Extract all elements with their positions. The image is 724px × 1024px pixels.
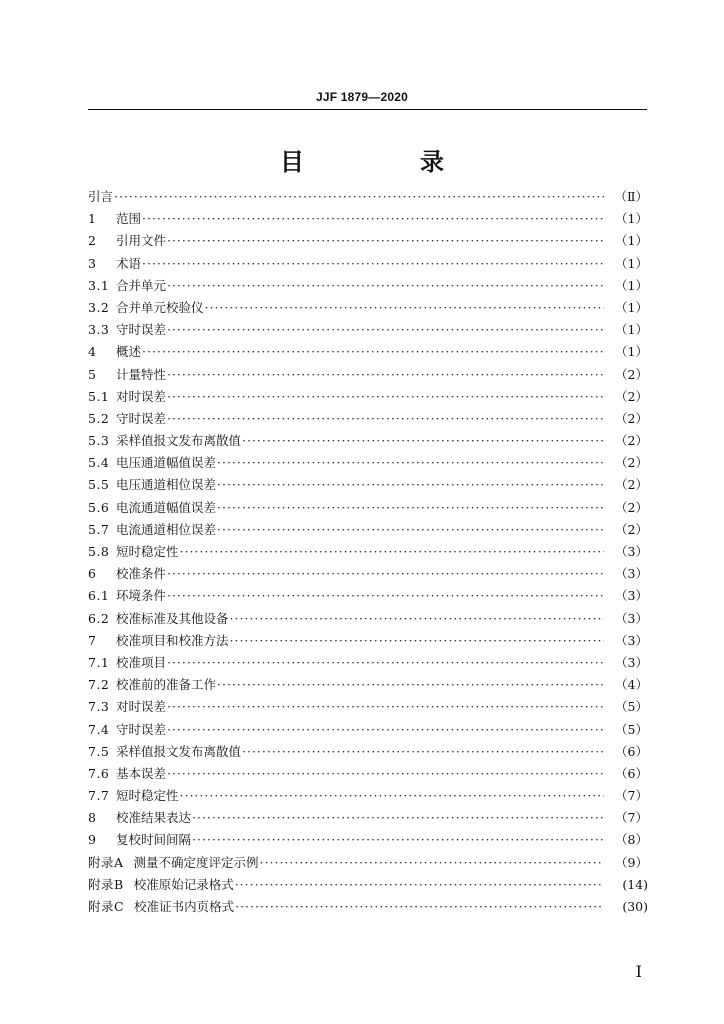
toc-entry-page: （6） [615,765,648,781]
toc-entry-number: 7.5 [88,743,110,759]
toc-entry[interactable] [88,452,648,474]
toc-entry[interactable] [88,785,648,807]
toc-entry[interactable] [88,719,648,741]
toc-entry[interactable] [88,852,648,874]
toc-entry-number: 3.3 [88,322,110,338]
toc-entry[interactable] [88,829,648,851]
toc-entry-title: 引言 [88,189,114,204]
toc-dot-leader [167,585,604,607]
toc-entry-title: 校准标准及其他设备 [116,610,229,626]
toc-entry-number: 附录C [88,899,125,914]
toc-entry-page: （3） [615,610,648,626]
toc-entry-number: 5.1 [88,388,110,404]
toc-dot-leader [142,253,604,275]
toc-dot-leader [217,674,604,696]
toc-entry[interactable] [88,652,648,674]
toc-entry-number: 7.4 [88,721,110,737]
toc-entry-page: （3） [615,544,648,559]
toc-entry-page: （5） [615,721,648,737]
toc-entry-page: （2） [615,388,648,404]
toc-entry-number: 5 [88,366,97,382]
toc-entry-page: （3） [615,632,648,648]
toc-entry[interactable] [88,319,648,341]
toc-entry-number: 7.2 [88,677,110,693]
toc-entry-page: （1） [615,277,648,293]
toc-entry-title: 校准项目 [116,654,167,670]
toc-entry-title: 计量特性 [116,366,167,382]
toc-dot-leader [260,852,604,874]
toc-entry-page: （7） [615,810,648,826]
toc-dot-leader [242,741,604,763]
toc-entry-number: 6 [88,566,97,582]
toc-dot-leader [167,719,604,741]
toc-entry-page: （4） [615,677,648,693]
toc-dot-leader [142,341,604,363]
toc-entry-page: （3） [615,566,648,582]
toc-entry-title: 采样值报文发布离散值 [116,743,242,759]
toc-entry-number: 3.2 [88,299,110,315]
toc-entry[interactable] [88,696,648,718]
toc-entry-title: 电流通道相位误差 [116,521,217,537]
toc-entry-number: 7.1 [88,654,110,670]
toc-entry[interactable] [88,364,648,386]
toc-entry-number: 7.6 [88,765,110,781]
toc-entry-page: （8） [615,832,648,848]
toc-dot-leader [217,519,604,541]
toc-dot-leader [167,563,604,585]
toc-entry-number: 8 [88,810,97,826]
toc-entry[interactable] [88,186,648,208]
toc-dot-leader [235,874,604,896]
toc-entry[interactable] [88,807,648,829]
toc-entry-page: （1） [615,211,648,227]
toc-entry-page: （2） [615,410,648,426]
toc-entry-title: 合并单元校验仪 [116,299,204,315]
toc-entry[interactable] [88,674,648,696]
toc-entry-number: 6.1 [88,588,110,604]
toc-entry-page: （9） [615,854,648,870]
toc-entry-number: 7 [88,632,97,648]
toc-entry-number: 5.5 [88,477,110,493]
toc-entry[interactable] [88,497,648,519]
header-rule [88,109,647,110]
toc-entry-title: 电流通道幅值误差 [116,499,217,515]
toc-entry-title: 守时误差 [116,410,167,426]
toc-dot-leader [142,208,604,230]
toc-dot-leader [180,785,604,807]
toc-entry-title: 校准条件 [116,566,167,582]
toc-entry[interactable] [88,630,648,652]
toc-entry-title: 校准前的准备工作 [116,677,217,693]
toc-entry-page: (14) [622,876,648,892]
toc-entry-page: （3） [615,588,648,604]
toc-entry-number: 3.1 [88,277,110,293]
toc-entry-page: （1） [615,233,648,249]
toc-entry-page: （7） [615,788,648,804]
toc-entry-title: 概述 [116,344,142,360]
page-title: 目 录 [280,148,490,176]
toc-entry-number: 7.7 [88,788,110,804]
toc-entry[interactable] [88,741,648,763]
toc-dot-leader [217,497,604,519]
toc-dot-leader [167,230,604,252]
toc-entry-page: （2） [615,477,648,493]
toc-entry-page: (30) [622,899,648,914]
toc-entry[interactable] [88,253,648,275]
toc-entry-page: （Ⅱ） [614,189,648,204]
toc-entry-title: 对时误差 [116,699,167,715]
toc-entry-title: 基本误差 [116,765,167,781]
toc-dot-leader [235,896,604,918]
toc-entry-title: 合并单元 [116,277,167,293]
toc-entry-title: 环境条件 [116,588,167,604]
table-of-contents [88,186,648,918]
toc-entry[interactable] [88,430,648,452]
toc-entry[interactable] [88,275,648,297]
toc-dot-leader [167,408,604,430]
toc-entry-number: 5.8 [88,544,110,559]
toc-entry-number: 2 [88,233,97,249]
toc-entry[interactable] [88,585,648,607]
toc-dot-leader [167,763,604,785]
toc-entry-title: 采样值报文发布离散值 [116,433,242,449]
toc-entry-title: 守时误差 [116,721,167,737]
toc-entry-page: （1） [615,255,648,271]
toc-entry[interactable] [88,608,648,630]
toc-entry-page: （2） [615,433,648,449]
toc-entry-title: 引用文件 [116,233,167,249]
toc-entry[interactable] [88,896,648,918]
toc-dot-leader [167,696,604,718]
toc-entry-number: 4 [88,344,97,360]
toc-entry-title: 测量不确定度评定示例 [133,854,259,870]
toc-entry-page: （6） [615,743,648,759]
toc-entry[interactable] [88,297,648,319]
toc-entry-page: （2） [615,455,648,471]
toc-entry-number: 附录B [88,876,124,892]
toc-entry-number: 7.3 [88,699,110,715]
toc-dot-leader [192,807,604,829]
toc-entry-number: 5.4 [88,455,110,471]
toc-dot-leader [180,541,604,563]
toc-entry[interactable] [88,541,648,563]
toc-entry[interactable] [88,230,648,252]
toc-dot-leader [217,452,604,474]
toc-entry[interactable] [88,563,648,585]
toc-entry-page: （2） [615,521,648,537]
toc-entry-title: 对时误差 [116,388,167,404]
toc-entry-title: 短时稳定性 [116,788,179,804]
toc-entry-page: （3） [615,654,648,670]
toc-entry-title: 电压通道相位误差 [116,477,217,493]
toc-entry[interactable] [88,341,648,363]
toc-entry[interactable] [88,386,648,408]
toc-entry-number: 5.2 [88,410,110,426]
toc-entry-number: 5.3 [88,433,110,449]
toc-entry-number: 1 [88,211,97,227]
toc-entry-title: 守时误差 [116,322,167,338]
toc-entry-page: （2） [615,366,648,382]
toc-entry[interactable] [88,874,648,896]
toc-entry-title: 校准证书内页格式 [134,899,235,914]
toc-entry-page: （1） [615,322,648,338]
toc-entry-number: 5.7 [88,521,110,537]
toc-dot-leader [230,608,604,630]
standard-code: JJF 1879—2020 [315,90,408,104]
toc-dot-leader [167,652,604,674]
toc-dot-leader [167,319,604,341]
toc-dot-leader [114,186,604,208]
toc-entry-number: 附录A [88,854,124,870]
page-number: I [635,962,642,981]
toc-dot-leader [167,275,604,297]
toc-entry-title: 校准结果表达 [116,810,192,826]
toc-entry-page: （5） [615,699,648,715]
toc-dot-leader [167,386,604,408]
toc-entry[interactable] [88,763,648,785]
toc-entry[interactable] [88,474,648,496]
toc-entry-page: （1） [615,344,648,360]
toc-entry-title: 复校时间间隔 [116,832,192,848]
toc-entry-title: 电压通道幅值误差 [116,455,217,471]
toc-dot-leader [242,430,604,452]
toc-entry-number: 6.2 [88,610,110,626]
toc-entry-title: 术语 [116,255,142,271]
toc-entry-number: 5.6 [88,499,110,515]
toc-dot-leader [192,829,604,851]
toc-entry-title: 校准原始记录格式 [133,876,234,892]
toc-dot-leader [167,364,604,386]
toc-entry-page: （2） [615,499,648,515]
toc-dot-leader [205,297,604,319]
toc-entry-number: 9 [88,832,97,848]
toc-entry-title: 校准项目和校准方法 [116,632,229,648]
toc-entry[interactable] [88,408,648,430]
toc-entry-title: 短时稳定性 [116,544,179,559]
toc-dot-leader [230,630,604,652]
toc-entry-page: （1） [615,299,648,315]
toc-entry[interactable] [88,208,648,230]
toc-entry-title: 范围 [116,211,142,227]
toc-dot-leader [217,474,604,496]
toc-entry-number: 3 [88,255,97,271]
toc-entry[interactable] [88,519,648,541]
